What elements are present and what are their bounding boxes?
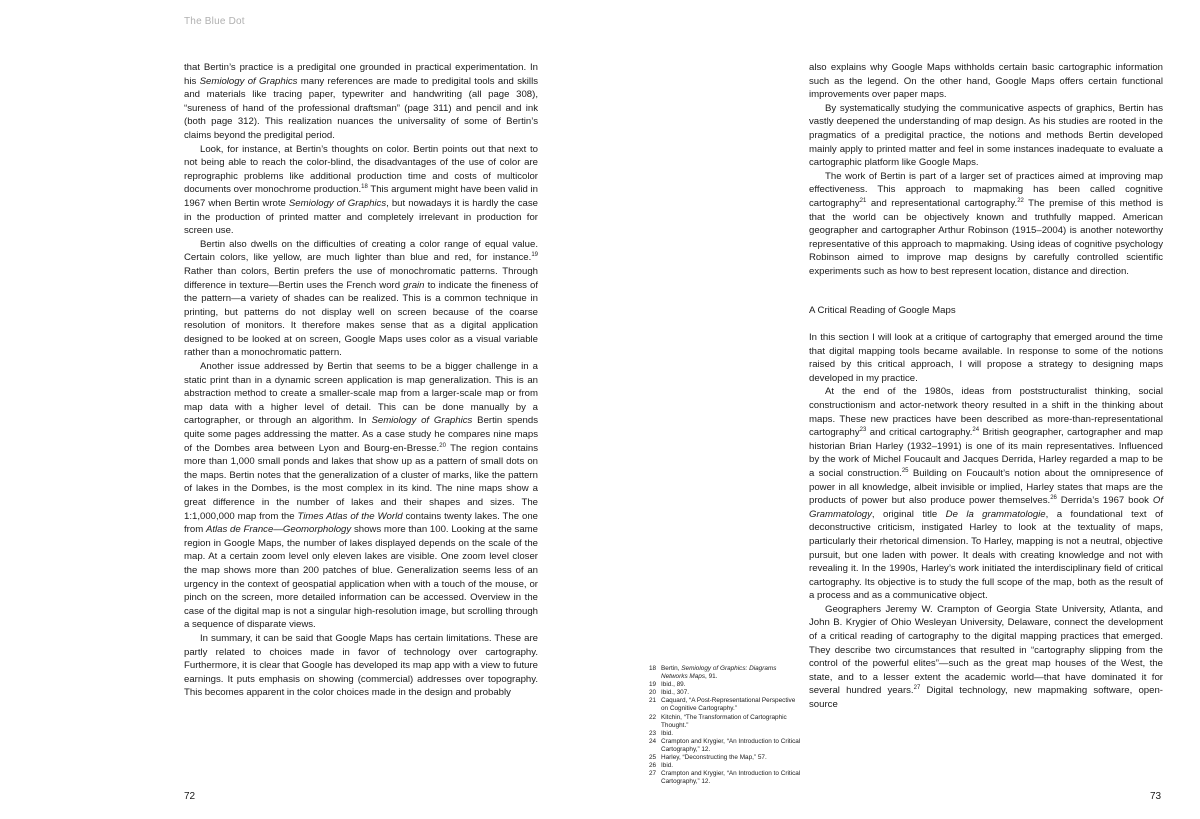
- italic-text: Semiology of Graphics: [199, 75, 298, 87]
- footnote-number: 21: [649, 697, 657, 705]
- footnote-text: Ibid.: [661, 762, 674, 770]
- footnotes: [649, 665, 801, 786]
- footnote-item: [649, 681, 801, 689]
- italic-text: Times Atlas of the World: [297, 510, 403, 522]
- paragraph: Geographers Jeremy W. Crampton of Georgia State University, Atlanta, and John B. Krygier of Ohio Wesleyan University, Delaware, connect the development of a critical reading of cartography to the digital mapping practices that emerged. They describe two circumstances that resulted in “cartography slipping from the control of the powerful elites”—such as the great map houses of the West, the state, and to a lesser extent the academic world—that have dominated it for several hundred years.$^{27}$ Digital technology, new mapmaking software, open-source: [809, 603, 1163, 711]
- footnote-item: [649, 697, 801, 713]
- running-head: The Blue Dot: [184, 16, 245, 27]
- footnote-number: 19: [649, 681, 657, 689]
- footnote-item: [649, 665, 801, 681]
- footnote-ref[interactable]: 22: [1017, 197, 1024, 204]
- footnote-item: [649, 730, 801, 738]
- section-heading: A Critical Reading of Google Maps: [809, 305, 956, 316]
- italic-text: Semiology of Graphics: [288, 197, 387, 209]
- footnote-text: Kitchin, “The Transformation of Cartographic Thought.”: [661, 713, 787, 729]
- page-number-left: 72: [184, 791, 196, 802]
- footnote-ref[interactable]: 26: [1050, 495, 1057, 502]
- footnote-item: [649, 689, 801, 697]
- footnote-text: Crampton and Krygier, “An Introduction to Critical Cartography,” 12.: [661, 770, 801, 786]
- paragraph: The work of Bertin is part of a larger set of practices aimed at improving map effectiveness. This approach to mapmaking has been called cognitive cartography$^{21}$ and representational cartography.$^{22}$ The premise of this method is that the world can be objectively known and truthfully mapped. American geographer and cartographer Arthur Robinson (1915–2004) is another noteworthy representative of this approach to mapmaking. Using ideas of cognitive psychology Robinson aimed to improve map designs by carefully controlled scientific experiments such as how to best represent location, distance and direction.: [809, 170, 1163, 277]
- footnote-text: Ibid., 307.: [661, 689, 690, 697]
- paragraph: Another issue addressed by Bertin that seems to be a bigger challenge in a static print than in a dynamic screen application is map generalization. This is an abstraction method to create a smaller-scale map from a larger-scale map or from map data with a higher level of detail. This can be done manually by a cartographer, or through an algorithm. In Semiology of Graphics Bertin spends quite some pages addressing the matter. As a case study he compares nine maps of the Dombes area between Lyon and Bourg-en-Bresse.$^{20}$ The region contains more than 1,000 small ponds and lakes that show up as a pattern of small dots on the maps. Bertin notes that the generalization of a cluster of marks, like the pattern of lakes in the Dombes, is the most complex in its kind. The nine maps show a great difference in the number of lakes and their shapes and sizes. The 1:1,000,000 map from the Times Atlas of the World contains twenty lakes. The one from Atlas de France—Geomorphology shows more than 100. Looking at the same region in Google Maps, the number of lakes displayed depends on the scale of the map. At a certain zoom level only eleven lakes are visible. One zoom level closer the map shows more than 200 patches of blue. Generalization seems less of an urgency in the context of geospatial application when with a touch of the mouse, or pinch on the screen, more detailed information can be accessed. Overview in the case of the digital map is not a singular high-resolution image, but scrolling through a sequence of disparate views.: [184, 361, 539, 631]
- page-number-right: 73: [1150, 791, 1162, 802]
- footnote-number: 25: [649, 754, 657, 762]
- paragraph: that Bertin’s practice is a predigital one grounded in practical experimentation. In his Semiology of Graphics many references are made to predigital tools and skills and materials like tracing paper, typewriter and handwriting (all page 308), “sureness of hand of the professional draftsman” (page 311) and pencil and ink (both page 312). This realization nuances the universality of some of Bertin’s claims beyond the predigital period.: [184, 62, 538, 141]
- footnote-ref[interactable]: 20: [439, 442, 446, 449]
- italic-text: Semiology of Graphics: Diagrams Networks Maps: [661, 665, 777, 681]
- footnote-number: 20: [649, 689, 657, 697]
- footnote-number: 18: [649, 665, 657, 672]
- footnote-text: Harley, “Deconstructing the Map,” 57.: [661, 754, 767, 762]
- footnote-item: [649, 714, 801, 730]
- footnote-ref[interactable]: 19: [531, 252, 538, 259]
- footnote-ref[interactable]: 21: [859, 197, 867, 204]
- footnote-ref[interactable]: 27: [913, 685, 921, 692]
- footnote-item: [649, 770, 801, 786]
- paragraph: By systematically studying the communicative aspects of graphics, Bertin has vastly deepened the understanding of map design. As his studies are rooted in the pragmatics of a predigital practice, the notions and methods Bertin developed mainly apply to printed matter and feel in some instances inadequate to evaluate a cartographic platform like Google Maps.: [809, 102, 1163, 169]
- paragraph: also explains why Google Maps withholds certain basic cartographic information such as the legend. On the other hand, Google Maps offers certain functional improvements over paper maps.: [809, 62, 1163, 101]
- footnote-number: 23: [649, 729, 657, 737]
- italic-text: Of Grammatology: [809, 495, 1163, 520]
- footnote-item: [649, 762, 801, 770]
- footnote-number: 26: [649, 762, 657, 770]
- footnote-text: Caquard, “A Post-Representational Perspective on Cognitive Cartography.”: [661, 697, 796, 713]
- footnote-ref[interactable]: 25: [901, 467, 909, 474]
- paragraph: Bertin also dwells on the difficulties of creating a color range of equal value. Certain colors, like yellow, are much lighter than blue and red, for instance.$^{19}$ Rather than colors, Bertin prefers the use of monochromatic patterns. Through difference in texture—Bertin uses the French word grain to indicate the fineness of the pattern—a variety of shades can be realized. This is a common technique in printing, but patterns do not display well on screen because of the coarse resolution of monitors. It therefore makes sense that as a digital application designed to be looked at on screen, Google Maps uses color as a visual variable rather than a monochromatic pattern.: [184, 238, 539, 359]
- footnote-ref[interactable]: 23: [859, 427, 867, 434]
- italic-text: Semiology of Graphics: [371, 415, 473, 427]
- right-page-body-bottom: [809, 331, 1163, 712]
- footnote-text: Bertin, Semiology of Graphics: Diagrams Networks Maps, 91.: [661, 665, 777, 681]
- footnote-number: 22: [649, 713, 657, 721]
- footnote-number: 27: [649, 770, 657, 778]
- footnote-item: [649, 738, 801, 754]
- paragraph: Look, for instance, at Bertin’s thoughts on color. Bertin points out that next to not being able to reach the color-blind, the disadvantages of the use of color are reprographic problems like additional production time and costs of multicolor documents over monochrome production.$^{18}$ This argument might have been valid in 1967 when Bertin wrote Semiology of Graphics, but nowadays it is hardly the case in the production of printed matter and completely irrelevant in production for screen use.: [184, 143, 538, 237]
- paragraph: At the end of the 1980s, ideas from poststructuralist thinking, social constructionism and actor-network theory resulted in a shift in the thinking about maps. These new practices have been described as more-than-representational cartography$^{23}$ and critical cartography.$^{24}$ British geographer, cartographer and map historian Brian Harley (1932–1991) is one of its main representatives. Influenced by the work of Michel Foucault and Jacques Derrida, Harley regarded a map to be a social construction.$^{25}$ Building on Foucault’s notion about the omnipresence of power in all knowledge, albeit invisible or implied, Harley states that maps are the products of power but also produce power themselves.$^{26}$ Derrida’s 1967 book Of Grammatology, original title De la grammatologie, a foundational text of deconstructive criticism, instigated Harley to look at the textuality of maps, particularly their rhetorical dimension. To Harley, mapping is not a neutral, objective pursuit, but one laden with power. It deals with creating knowledge and not with revealing it. In the 1990s, Harley’s work initiated the interdisciplinary field of critical cartography. Its objective is to study the full scope of the map, both as the result of a process and as a communicative object.: [809, 386, 1163, 602]
- footnote-text: Ibid., 89.: [661, 681, 686, 689]
- italic-text: grain: [403, 279, 425, 291]
- footnote-text: Ibid.: [661, 729, 674, 737]
- italic-text: Atlas de France—Geomorphology: [205, 524, 352, 536]
- footnote-ref[interactable]: 24: [972, 427, 980, 434]
- right-page-body-top: [809, 61, 1163, 279]
- footnote-text: Crampton and Krygier, “An Introduction to Critical Cartography,” 12.: [661, 737, 801, 753]
- footnote-number: 24: [649, 737, 657, 745]
- footnote-ref[interactable]: 18: [361, 184, 368, 191]
- footnote-item: [649, 754, 801, 762]
- italic-text: De la grammatologie: [945, 508, 1046, 520]
- paragraph: In summary, it can be said that Google Maps has certain limitations. These are partly related to choices made in favor of technology over cartography. Furthermore, it is clear that Google has developed its map app with a view to future earnings. It puts emphasis on showing (commercial) addresses over topography. This becomes apparent in the color choices made in the design and probably: [184, 632, 538, 699]
- paragraph: In this section I will look at a critique of cartography that emerged around the time that digital mapping tools became available. In response to some of the notions raised by this critical approach, I will propose a strategy to designing maps developed in my practice.: [809, 332, 1163, 384]
- left-page-body: [184, 61, 538, 700]
